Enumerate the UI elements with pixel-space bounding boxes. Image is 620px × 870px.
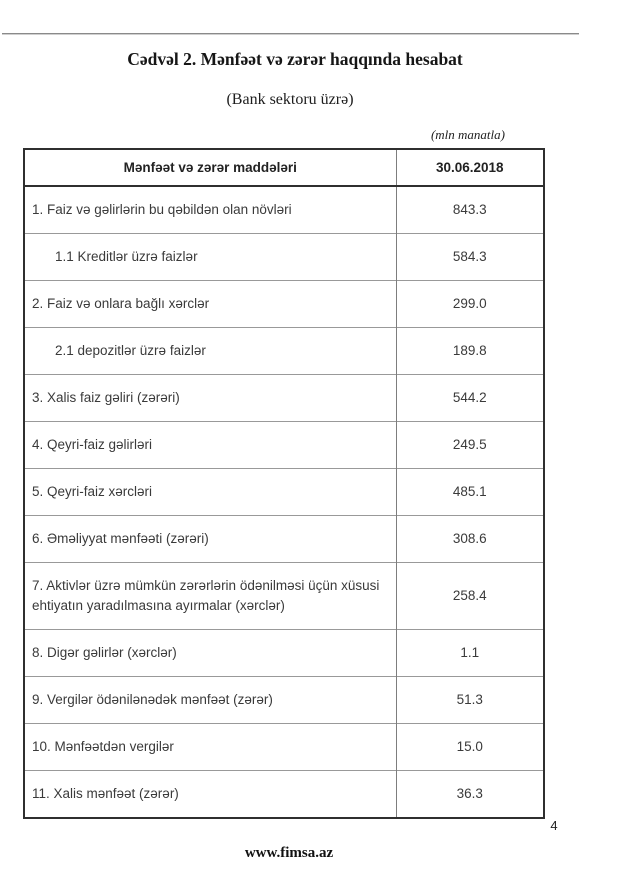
row-label: 8. Digər gəlirlər (xərclər) (24, 630, 396, 677)
row-value: 544.2 (396, 375, 544, 422)
row-value: 299.0 (396, 281, 544, 328)
table-row (24, 771, 544, 819)
header-rule (2, 33, 579, 35)
table-row (24, 281, 544, 328)
row-value: 189.8 (396, 328, 544, 375)
page-subtitle: (Bank sektoru üzrə) (226, 91, 354, 108)
page-title: Cədvəl 2. Mənfəət və zərər haqqında hesabat (127, 49, 463, 69)
row-label: 2. Faiz və onlara bağlı xərclər (24, 281, 396, 328)
table-row (24, 677, 544, 724)
row-value: 51.3 (396, 677, 544, 724)
row-value: 308.6 (396, 516, 544, 563)
table-row (24, 234, 544, 281)
row-value: 843.3 (396, 186, 544, 234)
table-body (24, 186, 544, 818)
footer-url[interactable]: www.fimsa.az (244, 845, 334, 861)
table-row (24, 724, 544, 771)
row-label: 6. Əməliyyat mənfəəti (zərəri) (24, 516, 396, 563)
page-number: 4 (550, 818, 558, 833)
row-label: 3. Xalis faiz gəliri (zərəri) (24, 375, 396, 422)
row-label: 1.1 Kreditlər üzrə faizlər (24, 234, 396, 281)
profit-loss-table (23, 148, 545, 819)
row-value: 36.3 (396, 771, 544, 819)
row-value: 1.1 (396, 630, 544, 677)
table-header (24, 149, 544, 186)
table-row (24, 328, 544, 375)
row-label: 11. Xalis mənfəət (zərər) (24, 771, 396, 819)
row-label: 7. Aktivlər üzrə mümkün zərərlərin ödənilməsi üçün xüsusi ehtiyatın yaradılmasına ayırmalar (xərclər) (24, 563, 396, 630)
row-value: 485.1 (396, 469, 544, 516)
row-label: 9. Vergilər ödənilənədək mənfəət (zərər) (24, 677, 396, 724)
table-row (24, 186, 544, 234)
row-label: 10. Mənfəətdən vergilər (24, 724, 396, 771)
table-header-row (24, 149, 544, 186)
row-value: 15.0 (396, 724, 544, 771)
unit-note: (mln manatla) (430, 127, 505, 142)
table-row (24, 375, 544, 422)
column-header-items: Mənfəət və zərər maddələri (24, 149, 396, 186)
row-label: 1. Faiz və gəlirlərin bu qəbildən olan növləri (32, 202, 292, 217)
table-row (24, 516, 544, 563)
column-header-date: 30.06.2018 (396, 149, 544, 186)
table-row (24, 469, 544, 516)
row-label: 5. Qeyri-faiz xərcləri (24, 469, 396, 516)
table-row (24, 422, 544, 469)
table-row (24, 563, 544, 630)
table-row (24, 630, 544, 677)
row-label: 2.1 depozitlər üzrə faizlər (24, 328, 396, 375)
row-value: 249.5 (396, 422, 544, 469)
row-value: 584.3 (396, 234, 544, 281)
row-label: 4. Qeyri-faiz gəlirləri (24, 422, 396, 469)
row-value: 258.4 (396, 563, 544, 630)
